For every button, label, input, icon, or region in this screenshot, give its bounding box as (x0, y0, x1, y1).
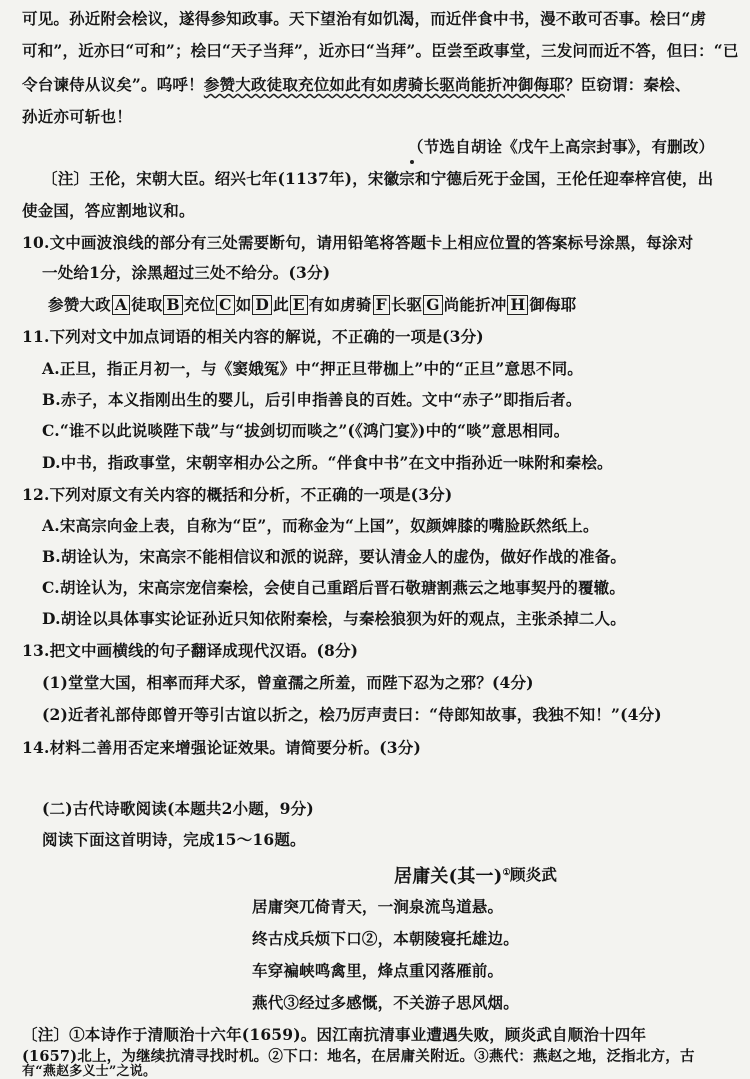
poem-line-3: 车穿褊峡鸣禽里，烽点重冈落雁前。 (252, 961, 504, 980)
passage-line-3 (22, 74, 691, 96)
break-option-text: 充位 (183, 295, 216, 314)
poem-note-line-1: 〔注〕①本诗作于清顺治十六年(1659)。因江南抗清事业遭遇失败，顾炎武自顺治十四年 (22, 1025, 647, 1044)
q12-stem: 12.下列对原文有关内容的概括和分析，不正确的一项是(3分) (22, 485, 453, 504)
break-option-box-c: C (216, 295, 235, 315)
break-option-text: 御侮耶 (529, 295, 577, 314)
passage-line-2: 可和”，近亦曰“可和”；桧曰“天子当拜”，近亦曰“当拜”。臣尝至政事堂，三发问而近不答，但曰：“已 (22, 41, 739, 60)
q11-option-b: B.赤子，本义指刚出生的婴儿，后引申指善良的百姓。文中“赤子”即指后者。 (42, 390, 582, 409)
passage-line-4: 孙近亦可斩也！ (22, 107, 132, 126)
poem-note-line-2: (1657)北上，为继续抗清寻找时机。②下口：地名，在居庸关附近。③燕代：燕赵之地，泛指北方，古 (22, 1048, 695, 1065)
q13-stem: 13.把文中画横线的句子翻译成现代汉语。(8分) (22, 641, 359, 660)
poem-line-4: 燕代③经过多感慨，不关游子思风烟。 (252, 993, 519, 1012)
passage-line-3-start: 令台谏侍从议矣”。呜呼！ (22, 75, 204, 94)
break-option-text: 尚能折冲 (443, 295, 507, 314)
break-option-text: 长驱 (390, 295, 423, 314)
break-option-text: 徒取 (131, 295, 163, 314)
break-option-box-g: G (423, 295, 442, 315)
break-option-text: 如 (235, 295, 252, 314)
passage-note-line-1: 〔注〕王伦，宋朝大臣。绍兴七年(1137年)，宋徽宗和宁德后死于金国，王伦任迎奉梓宫使，出 (42, 169, 714, 188)
q12-option-d: D.胡诠以具体事实论证孙近只知依附秦桧，与秦桧狼狈为奸的观点，主张杀掉二人。 (42, 609, 626, 628)
poem-author: 顾炎武 (510, 865, 558, 884)
q13-item-2: (2)近者礼部侍郎曾开等引古谊以折之，桧乃厉声责曰：“侍郎知故事，我独不知！”(4分) (42, 705, 662, 724)
q13-item-1: (1)堂堂大国，相率而拜犬豕，曾童孺之所羞，而陛下忍为之邪？(4分) (42, 673, 534, 692)
poetry-section-heading: (二)古代诗歌阅读(本题共2小题，9分) (42, 799, 314, 818)
q12-option-a: A.宋高宗向金上表，自称为“臣”，而称金为“上国”，奴颜婢膝的嘴脸跃然纸上。 (42, 516, 599, 535)
break-option-box-b: B (163, 295, 182, 315)
break-option-text: 有如虏骑 (308, 295, 372, 314)
passage-line-1: 可见。孙近附会桧议，遂得参知政事。天下望治有如饥渴，而近伴食中书，漫不敢可否事。桧曰“虏 (22, 9, 707, 28)
q11-stem: 11.下列对文中加点词语的相关内容的解说，不正确的一项是(3分) (22, 327, 484, 346)
wavy-underlined-sentence: 参赞大政徒取充位如此有如虏骑长驱尚能折冲御侮耶 (203, 75, 565, 94)
poem-line-2: 终古戍兵烦下口②，本朝陵寝托雄边。 (252, 929, 519, 948)
break-option-box-e: E (290, 295, 308, 315)
poem-title (394, 862, 511, 888)
poem-note-line-3: 有“燕赵多义士”之说。 (22, 1064, 157, 1079)
q10-stem-line-2: 一处给1分，涂黑超过三处不给分。(3分) (42, 263, 331, 282)
poem-line-1: 居庸突兀倚青天，一涧泉流鸟道悬。 (252, 897, 504, 916)
passage-source: （节选自胡诠《戊午上高宗封事》，有删改） (408, 137, 715, 156)
stray-dot-mark (410, 160, 414, 164)
poem-title-footnote-mark: ① (502, 868, 511, 878)
q12-option-c: C.胡诠认为，宋高宗宠信秦桧，会使自己重蹈后晋石敬瑭割燕云之地事契丹的覆辙。 (42, 578, 626, 597)
break-option-box-d: D (252, 295, 272, 315)
q11-option-d: D.中书，指政事堂，宋朝宰相办公之所。“伴食中书”在文中指孙近一味附和秦桧。 (42, 453, 613, 472)
passage-line-3-end: ？臣窃谓：秦桧、 (564, 75, 691, 94)
break-option-text: 参赞大政 (48, 295, 111, 314)
break-option-text: 此 (273, 295, 289, 314)
q11-option-a: A.正旦，指正月初一，与《窦娥冤》中“押正旦带枷上”中的“正旦”意思不同。 (42, 359, 583, 378)
poem-title-text: 居庸关(其一) (394, 866, 503, 887)
break-option-box-h: H (507, 295, 528, 315)
q10-break-options (48, 294, 576, 316)
passage-note-line-2: 使金国，答应割地议和。 (22, 201, 195, 220)
break-option-box-a: A (112, 295, 130, 315)
poetry-instruction: 阅读下面这首明诗，完成15～16题。 (42, 830, 306, 849)
break-option-box-f: F (373, 295, 390, 315)
q11-option-c: C.“谁不以此说啖陛下哉”与“拔剑切而啖之”(《鸿门宴》)中的“啖”意思相同。 (42, 421, 570, 440)
q14-stem: 14.材料二善用否定来增强论证效果。请简要分析。(3分) (22, 738, 422, 757)
q12-option-b: B.胡诠认为，宋高宗不能相信议和派的说辞，要认清金人的虚伪，做好作战的准备。 (42, 547, 627, 566)
q10-stem-line-1: 10.文中画波浪线的部分有三处需要断句，请用铅笔将答题卡上相应位置的答案标号涂黑，每涂对 (22, 233, 694, 252)
